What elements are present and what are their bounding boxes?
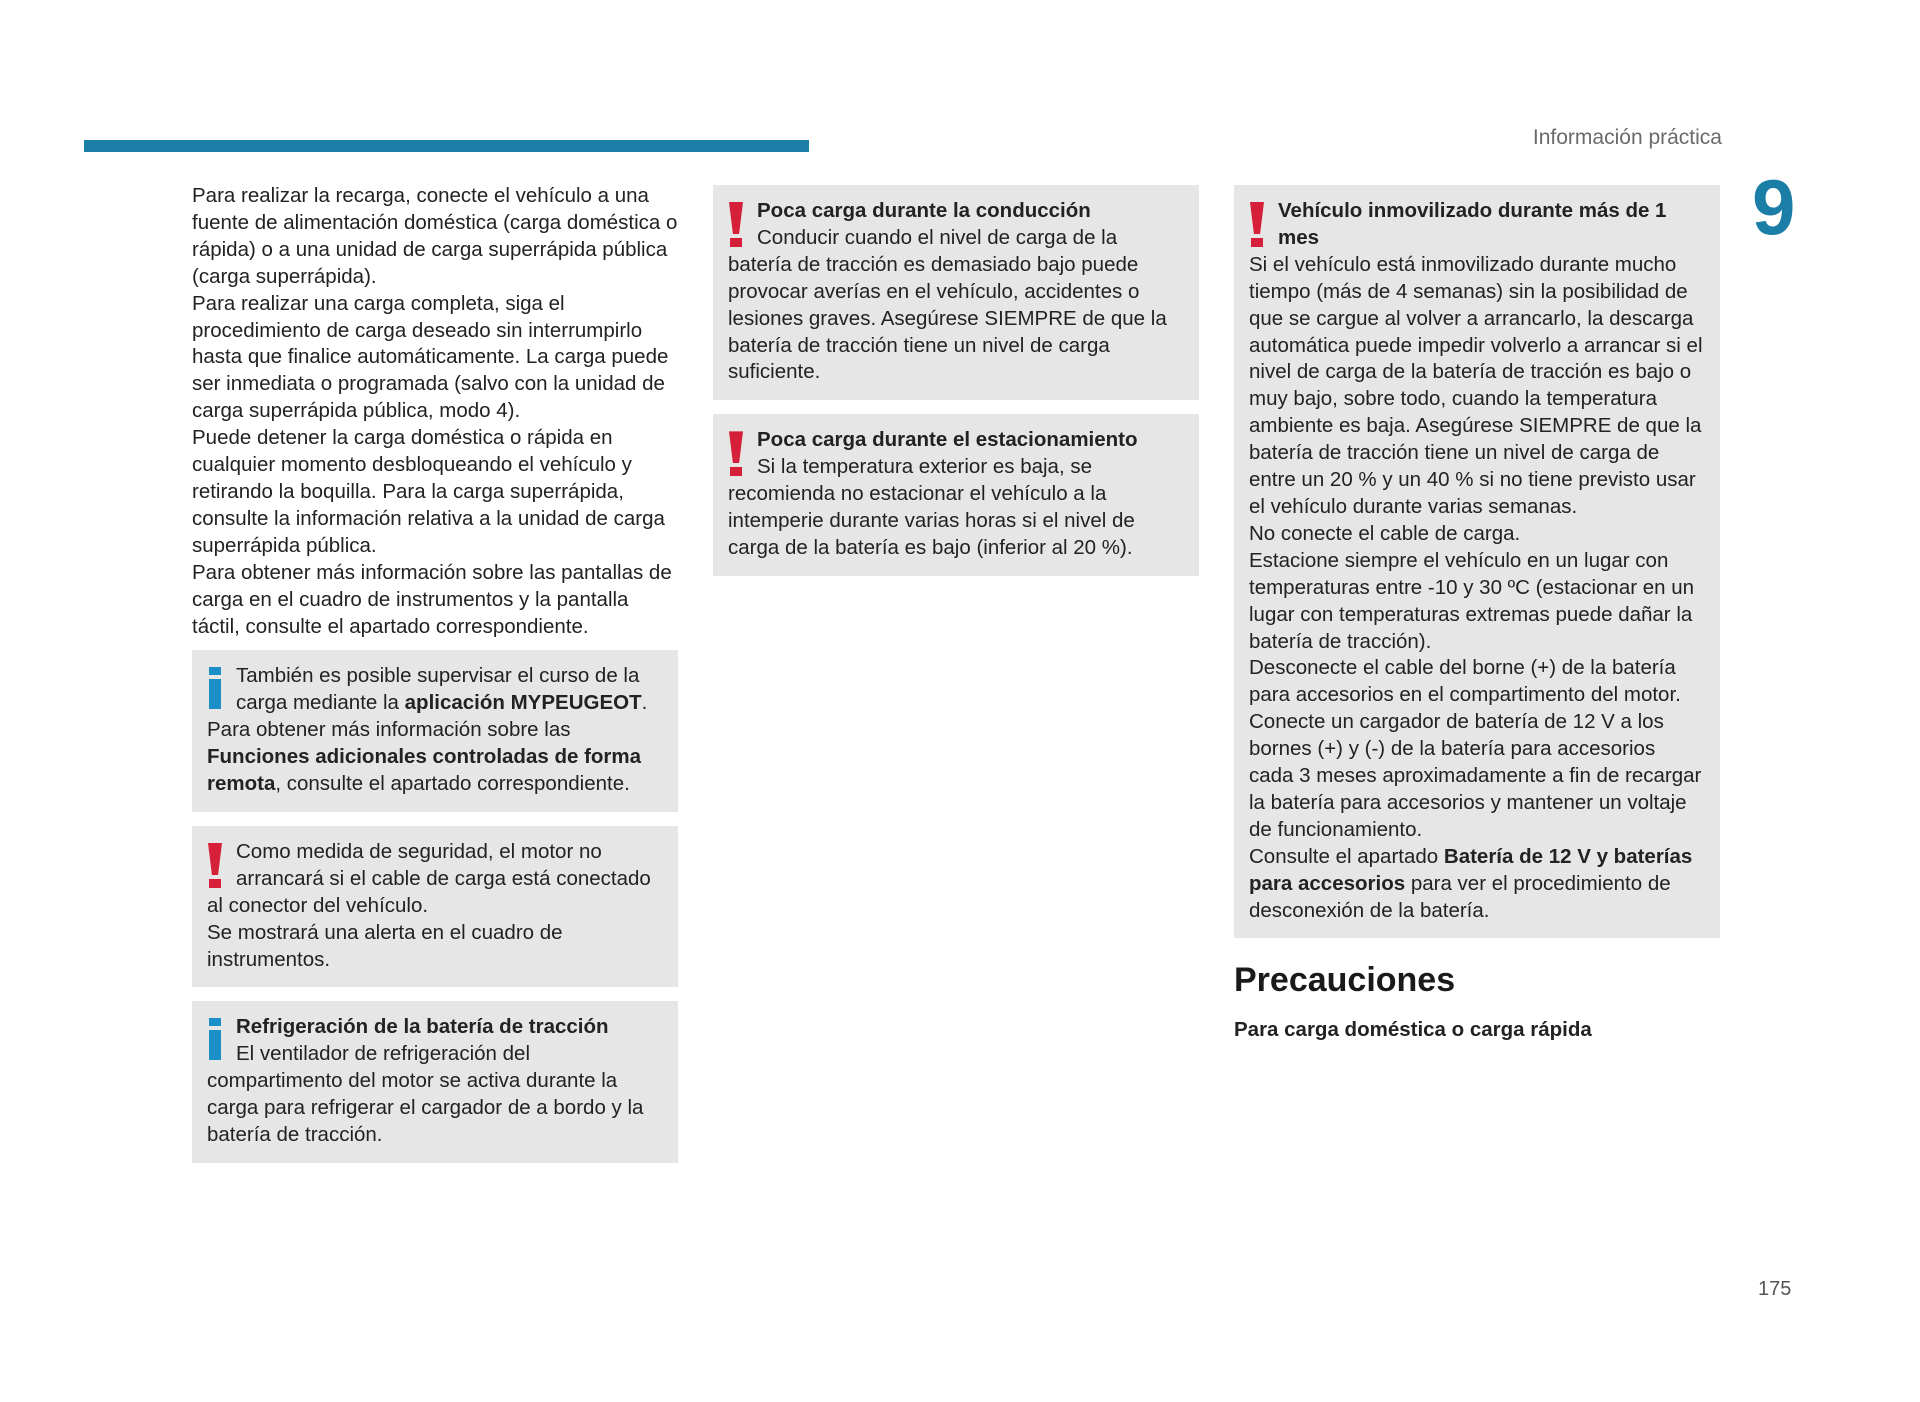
warning-text-part: para ver el procedimiento de desconexión de la batería. [1249,871,1671,922]
sub-heading: Para carga doméstica o carga rápida [1234,1017,1592,1041]
info-text: El ventilador de refrigeración del compartimento del motor se activa durante la carga para refrigerar el cargador de a bordo y la batería de tracción. [207,1042,644,1147]
info-text [207,717,663,798]
warning-text: Desconecte el cable del borne (+) de la batería para accesorios en el compartimento del motor. [1249,656,1681,707]
section-heading: Precauciones [1234,961,1456,1000]
warning-box-low-charge-driving [713,185,1199,400]
body-paragraph: Puede detener la carga doméstica o rápida en cualquier momento desbloqueando el vehículo y retirando la boquilla. Para la carga superrápida, consulte la información relativa a la unidad de carga superrápida pública. [192,426,665,557]
warning-text: No conecte el cable de carga. [1249,521,1521,545]
warning-text: Si el vehículo está inmovilizado durante mucho tiempo (más de 4 semanas) sin la posibilidad de que se cargue al volver a arrancarlo, la descarga automática puede impedir volverlo a arrancar si el nivel de carga de la batería de tracción es bajo o muy bajo, sobre todo, cuando la temperatura ambiente es baja. Asegúrese SIEMPRE de que la batería de tracción tiene un nivel de carga de entre un 20 % y un 40 % si no tiene previsto usar el vehículo durante varias semanas. [1249,252,1703,518]
section-title: Información práctica [1532,126,1722,149]
warning-text: Estacione siempre el vehículo en un lugar con temperaturas entre -10 y 30 ºC (estacionar en un lugar con temperaturas extremas puede dañar la batería de tracción). [1249,548,1695,653]
info-text-part: También es posible supervisar el curso de la carga mediante la [236,664,640,715]
warning-box-immobilized [1234,185,1720,938]
column-2 [713,185,1199,590]
warning-title: Poca carga durante la conducción [757,199,1091,222]
warning-text: Conecte un cargador de batería de 12 V a los bornes (+) y (-) de la batería para accesorios cada 3 meses aproximadamente a fin de recargar la batería para accesorios y mantener un voltaje de funcionamiento. [1249,710,1702,841]
battery-section-ref: Batería de 12 V y baterías para accesorios [1249,844,1693,895]
warning-box-engine-start [192,826,678,988]
remote-functions-ref: Funciones adicionales controladas de forma remota [207,745,642,796]
info-box-battery-cooling [192,1001,678,1163]
warning-icon [728,202,745,248]
body-paragraph: Para realizar una carga completa, siga el procedimiento de carga deseado sin interrumpirlo hasta que finalice automáticamente. La carga puede ser inmediata o programada (salvo con la unidad de carga superrápida pública, modo 4). [192,291,669,423]
body-paragraph: Para obtener más información sobre las pantallas de carga en el cuadro de instrumentos y la pantalla táctil, consulte el apartado correspondiente. [192,560,672,638]
warning-text: Si la temperatura exterior es baja, se recomienda no estacionar el vehículo a la intemperie durante varias horas si el nivel de carga de la batería es bajo (inferior al 20 %). [728,455,1135,559]
info-text [207,663,663,717]
body-paragraph: Para realizar la recarga, conecte el vehículo a una fuente de alimentación doméstica (carga doméstica o rápida) o a una unidad de carga superrápida pública (carga superrápida). [192,184,678,288]
warning-icon [207,843,224,889]
warning-text [1249,844,1705,925]
info-text-part: Para obtener más información sobre las [207,718,571,742]
warning-box-low-charge-parking [713,414,1199,576]
column-3 [1234,185,1720,1044]
warning-title: Poca carga durante el estacionamiento [757,428,1138,452]
info-text-part: . [641,691,648,715]
info-title: Refrigeración de la batería de tracción [236,1015,609,1039]
info-icon [207,667,224,713]
warning-text-part: Consulte el apartado [1249,844,1444,868]
column-1 [192,183,678,1177]
header-accent-bar [84,140,809,152]
warning-title: Vehículo inmovilizado durante más de 1 mes [1278,199,1667,249]
info-box-mypeugeot [192,650,678,812]
app-name: aplicación MYPEUGEOT [404,691,642,715]
warning-icon [728,431,745,477]
warning-icon [1249,202,1266,248]
chapter-number: 9 [1752,163,1796,251]
warning-text: Se mostrará una alerta en el cuadro de instrumentos. [207,920,563,971]
warning-text: Conducir cuando el nivel de carga de la batería de tracción es demasiado bajo puede provocar averías en el vehículo, accidentes o lesiones graves. Asegúrese SIEMPRE de que la batería de tracción tiene un nivel de carga suficiente. [728,225,1167,384]
info-icon [207,1018,224,1064]
info-text-part: , consulte el apartado correspondiente. [275,772,630,796]
page-number: 175 [1758,1278,1792,1300]
warning-text: Como medida de seguridad, el motor no arrancará si el cable de carga está conectado al conector del vehículo. [207,839,651,917]
